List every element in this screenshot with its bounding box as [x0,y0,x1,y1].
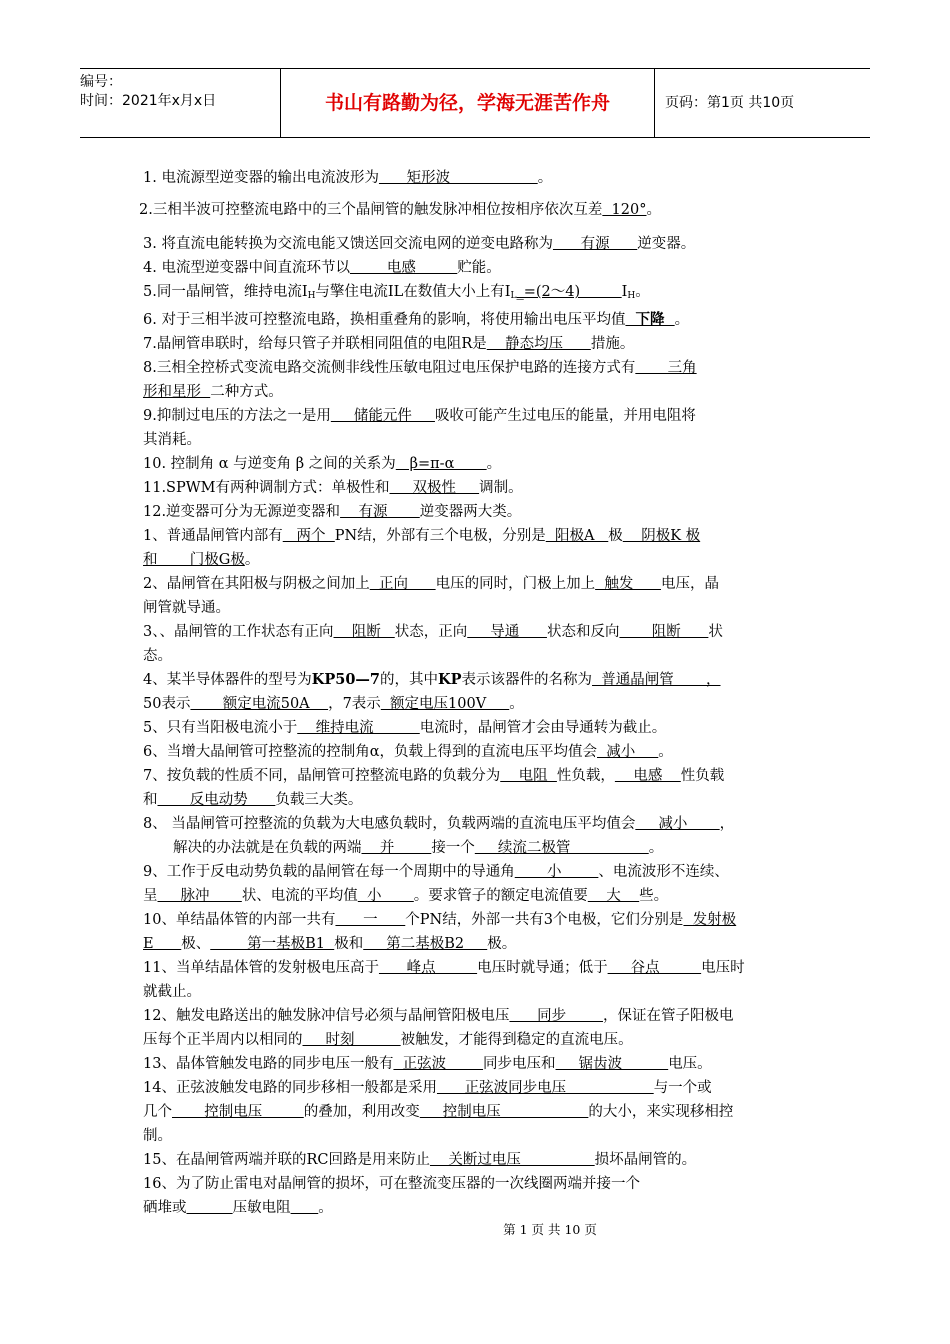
header-meta [80,69,280,137]
answer-blank: 形和星形 [143,384,211,400]
answer-blank: 有源 [340,504,420,520]
item-3-line2: 态。 [143,648,172,664]
item-16-line2: 硒堆或 压敏电阻 。 [143,1200,333,1216]
item-11: 11、当单结晶体管的发射极电压高于 峰点 电压时就导通；低于 谷点 电压时 [143,960,745,976]
header-page-number: 页码：第1页 共10页 [665,95,795,111]
question-8-line2: 形和星形 二种方式。 [143,384,283,400]
answer-blank: 有源 [552,236,638,252]
answer-blank: 静态均压 [486,336,591,352]
item-9: 9、工作于反电动势负载的晶闸管在每一个周期中的导通角 小 、电流波形不连续、 [143,864,729,880]
item-11-line2: 就截止。 [143,984,201,1000]
question-2: 2.三相半波可控整流电路中的三个晶闸管的触发脉冲相位按相序依次互差 120°。 [139,202,661,218]
item-8-line2: 解决的办法就是在负载的两端 并 接一个 续流二极管 。 [173,840,664,856]
answer-blank: 矩形波 [378,170,538,186]
answer-blank: 三角 [635,360,697,376]
item-5: 5、只有当阳极电流小于 维持电流 电流时，晶闸管才会由导通转为截止。 [143,720,667,736]
question-10: 10. 控制角 α 与逆变角 β 之间的关系为 β=π-α 。 [143,456,502,472]
question-11: 11.SPWM有两种调制方式：单极性和 双极性 调制。 [143,480,523,496]
item-10: 10、单结晶体管的内部一共有 一 个PN结，外部一共有3个电极，它们分别是 发射极 [143,912,737,928]
answer-blank: 双极性 [389,480,480,496]
item-1: 1、普通晶闸管内部有 两个 PN结，外部有三个电极，分别是 阳极A 极 阴极K 极 [143,528,701,544]
question-3: 3. 将直流电能转换为交流电能又馈送回交流电网的逆变电路称为 有源 逆变器。 [143,236,696,252]
item-9-line2: 呈 脉冲 状、电流的平均值 小 。要求管子的额定电流值要 大 些。 [143,888,669,904]
item-14: 14、正弦波触发电路的同步移相一般都是采用 正弦波同步电压 与一个或 [143,1080,712,1096]
answer-blank: 储能元件 [330,408,435,424]
answer-blank: 电感 [349,260,458,276]
item-14-line2: 几个 控制电压 的叠加，利用改变 控制电压 的大小，来实现移相控 [143,1104,734,1120]
question-content [139,166,815,1220]
item-13: 13、晶体管触发电路的同步电压一般有 正弦波 同步电压和 锯齿波 电压。 [143,1056,712,1072]
item-4: 4、某半导体器件的型号为KP50—7的，其中KP表示该器件的名称为 普通晶闸管 ， [143,671,721,688]
answer-blank: 下降 [625,311,675,328]
question-5: 5.同一晶闸管，维持电流$I_H$与擎住电流IL在数值大小上有$I_L\_=(2\sim 4)$ $I_H$。 [143,284,650,301]
item-14-line3: 制。 [143,1128,172,1144]
item-4-line2: 50表示 额定电流50A ，7表示 额定电压100V 。 [143,696,524,712]
question-8: 8.三相全控桥式变流电路交流侧非线性压敏电阻过电压保护电路的连接方式有 三角 [143,360,697,376]
question-1: 1. 电流源型逆变器的输出电流波形为 矩形波 。 [143,170,553,186]
page-footer: 第 1 页 共 10 页 [503,1222,597,1237]
answer-blank: _=(2～4) [516,284,622,300]
question-6: 6. 对于三相半波可控整流电路，换相重叠角的影响，将使用输出电压平均值 下降 。 [143,311,690,328]
item-8: 8、 当晶闸管可控整流的负载为大电感负载时，负载两端的直流电压平均值会 减小 ， [143,816,735,832]
question-4: 4. 电流型逆变器中间直流环节以 电感 贮能。 [143,260,501,276]
item-2-line2: 闸管就导通。 [143,600,230,616]
item-10-line2: E 极、 第一基极B1 极和 第二基极B2 极。 [143,936,517,952]
item-16: 16、为了防止雷电对晶闸管的损坏，可在整流变压器的一次线圈两端并接一个 [143,1176,640,1192]
answer-blank: 120° [602,202,647,218]
item-15: 15、在晶闸管两端并联的RC回路是用来防止 关断过电压 损坏晶闸管的。 [143,1152,697,1168]
page-header [80,68,870,138]
header-motto: 书山有路勤为径，学海无涯苦作舟 [280,69,655,137]
item-6: 6、当增大晶闸管可控整流的控制角α，负载上得到的直流电压平均值会 减小 。 [143,744,673,760]
date-label: 时间：2021年x月x日 [80,93,217,109]
item-3: 3、、晶闸管的工作状态有正向 阻断 状态，正向 导通 状态和反向 阻断 状 [143,624,723,640]
question-7: 7.晶闸管串联时，给每只管子并联相同阻值的电阻R是 静态均压 措施。 [143,336,635,352]
item-7: 7、按负载的性质不同，晶闸管可控整流电路的负载分为 电阻 性负载， 电感 性负载 [143,768,725,784]
question-9: 9.抑制过电压的方法之一是用 储能元件 吸收可能产生过电压的能量，并用电阻将 [143,408,696,424]
item-7-line2: 和 反电动势 负载三大类。 [143,792,363,808]
item-2: 2、晶闸管在其阳极与阴极之间加上 正向 电压的同时，门极上加上 触发 电压，晶 [143,576,719,592]
answer-blank: β=π-α [395,456,487,472]
item-1-line2: 和 门极G极。 [143,552,260,568]
item-12: 12、触发电路送出的触发脉冲信号必须与晶闸管阳极电压 同步 ，保证在管子阳极电 [143,1008,734,1024]
number-label: 编号： [80,74,122,90]
question-9-line2: 其消耗。 [143,432,201,448]
question-12: 12.逆变器可分为无源逆变器和 有源 逆变器两大类。 [143,504,522,520]
item-12-line2: 压每个正半周内以相同的 时刻 被触发，才能得到稳定的直流电压。 [143,1032,633,1048]
